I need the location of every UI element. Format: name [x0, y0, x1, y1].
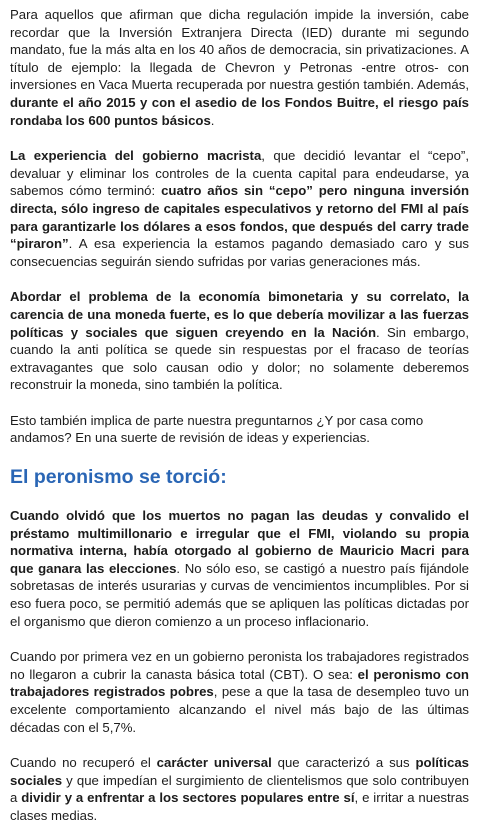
- text-run: , que decidió levantar el “cepo”, devaluar y eliminar los controles de la cuenta capital para endeudarse, ya sabemos cómo terminó:: [10, 148, 469, 199]
- bold-text-run: Abordar el problema de la economía bimonetaria y su correlato, la carencia de una moneda fuerte, es lo que debería movilizar a las fuerzas políticas y sociales que siguen creyendo en la Nación: [10, 289, 469, 340]
- bold-text-run: carácter universal: [156, 755, 272, 771]
- paragraph-universal-policies: [10, 754, 469, 824]
- text-run: . No sólo eso, se castigó a nuestro país fijándole sobretasas de interés usurarias y curvas de vencimientos incumplibles. Por si eso fuera poco, se permitió además que se apliquen las políticas dictadas por el organismo que dieron comienzo a un proceso inflacionario.: [10, 560, 469, 629]
- text-run: Para aquellos que afirman que dicha regulación impide la inversión, cabe recordar que la Inversión Extranjera Directa (IED) durante mi segundo mandato, fue la más alta en los 40 años de democracia, sin privatizaciones. A título de ejemplo: la llegada de Chevron y Petronas -entre otros- con inversiones en Vaca Muerta recuperada por nuestra gestión también. Además,: [10, 7, 469, 93]
- paragraph-imf-loan: [10, 507, 469, 630]
- text-run: .: [210, 112, 215, 128]
- text-run: , e irritar a nuestras clases medias.: [10, 790, 470, 823]
- paragraph-registered-workers: [10, 648, 469, 736]
- text-run: . Sin embargo, cuando la anti política se quede sin respuestas por el fracaso de teorías extravagantes que solo causan odio y dolor; no solamente deberemos reconstruir la moneda, sino también la política.: [10, 324, 469, 393]
- bold-text-run: el peronismo con trabajadores registrados pobres: [10, 666, 469, 700]
- section-heading: El peronismo se torció:: [10, 466, 227, 489]
- text-run: que caracterizó a sus: [271, 755, 416, 771]
- text-run: Cuando por primera vez en un gobierno peronista los trabajadores registrados no llegaron a cubrir la canasta básica total (CBT). O sea:: [10, 649, 469, 682]
- paragraph-self-review: [10, 412, 469, 447]
- paragraph-macrista-experience: [10, 147, 469, 270]
- paragraph-bimonetary-economy: [10, 288, 469, 394]
- text-run: Esto también implica de parte nuestra preguntarnos ¿Y por casa como andamos? En una suerte de revisión de ideas y experiencias.: [10, 412, 424, 446]
- paragraph-ied-investment: [10, 6, 469, 129]
- bold-text-run: cuatro años sin “cepo” pero ninguna inversión directa, sólo ingreso de capitales especulativos y retorno del FMI al país para garantizarle los dólares a esos fondos, que después del carry trade “piraron”: [10, 183, 470, 252]
- bold-text-run: durante el año 2015 y con el asedio de los Fondos Buitre, el riesgo país rondaba los 600 puntos básicos: [10, 94, 469, 128]
- bold-text-run: Cuando olvidó que los muertos no pagan las deudas y convalido el préstamo multimillonario e irregular que el FMI, violando su propia normativa interna, había otorgado al gobierno de Mauricio Macri para que ganara las elecciones: [10, 508, 469, 576]
- text-run: Cuando no recuperó el: [10, 755, 157, 771]
- bold-text-run: dividir y a enfrentar a los sectores populares entre sí: [21, 790, 355, 806]
- bold-text-run: políticas sociales: [10, 755, 469, 788]
- text-run: , pese a que la tasa de desempleo tuvo un excelente comportamiento alcanzando el nivel más bajo de las últimas décadas con el 5,7%.: [10, 684, 469, 735]
- bold-text-run: La experiencia del gobierno macrista: [10, 148, 262, 164]
- text-run: y que impedían el surgimiento de clientelismos que solo contribuyen a: [10, 772, 469, 806]
- text-run: . A esa experiencia la estamos pagando demasiado caro y sus consecuencias seguirán siendo sufridas por varias generaciones más.: [10, 236, 469, 269]
